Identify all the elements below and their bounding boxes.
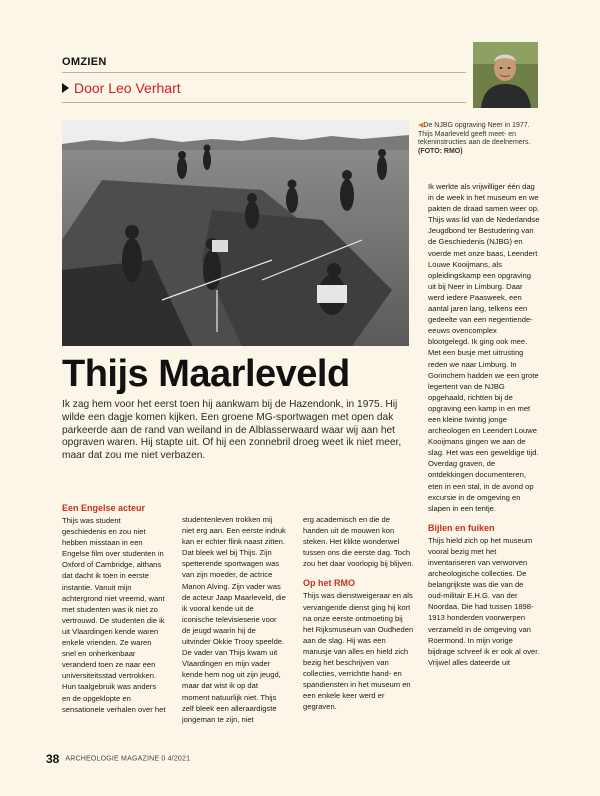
photo-caption: [418, 122, 540, 156]
subheading: Bijlen en fuiken: [428, 522, 495, 533]
column-3: [303, 514, 415, 713]
play-triangle-icon: [62, 83, 69, 93]
subheading: Op het RMO: [303, 578, 355, 589]
author-portrait: [473, 42, 538, 108]
caption-arrow-icon: ◀: [418, 122, 424, 129]
page-footer: [46, 752, 190, 766]
body-text: studentenleven trokken mij niet erg aan. Een eerste indruk kan er echter flink naast zitten. Dat bleek wel bij Thijs. Zijn spetterende sportwagen was van zijn moeder, de actrice Manon Alving. Zijn vader was de acteur Jaap Maarleveld, die ik vooral kende uit de iconische televisieserie voor de jeugd waarin hij de uitvinder Okkie Trooy speelde. De vader van Thijs kwam uit Vlaardingen en mijn vader kende hem nog uit zijn jeugd, maar dat wist ik op dat moment natuurlijk niet. Thijs zelf bleek een alleraardigste jongeman te zijn, niet: [182, 515, 286, 724]
magazine-name: ARCHEOLOGIE MAGAZINE 0 4/2021: [65, 755, 191, 763]
byline: [62, 80, 181, 96]
divider: [62, 102, 466, 103]
section-label: OMZIEN: [62, 56, 107, 68]
column-2: [182, 514, 286, 725]
excavation-photo: [62, 120, 409, 346]
subheading: Een Engelse acteur: [62, 503, 146, 513]
column-4: [428, 181, 540, 668]
photo-credit: (FOTO: RMO): [418, 147, 463, 155]
body-text: Thijs was student geschiedenis en zou niet hebben misstaan in een Engelse film over studenten in Oxford of Cambridge, althans dat dacht ik toen in eerste instantie. Vanuit mijn achtergrond niet vreemd, want met studenten was ik niet zo vertrouwd. De studenten die ik uit Vlaardingen kende waren enkele vrienden. Ze waren snel en onherkenbaar veranderd toen ze naar een universiteitsstad vertrokken. Hun taalgebruik was anders en de opgeklopte en sensationele verhalen over het: [62, 516, 166, 714]
body-text: Thijs hield zich op het museum vooral bezig met het inventariseren van verworven archeologische collecties. De belangrijkste was die van de oud-militair E.H.G. van der Noordaa. Die had tussen 1898-1913 honderden voorwerpen verzameld in de omgeving van Roermond. In mijn vorige bijdrage schreef ik er ook al over. Vrijwel alles dateerde uit: [428, 535, 540, 667]
article-lead: Ik zag hem voor het eerst toen hij aankwam bij de Hazendonk, in 1975. Hij wilde een dagje komen kijken. Een groene MG-sportwagen met open dak parkeerde aan de rand van weiland in de Alblasserwaard waar wij aan het opgraven waren. Hij stapte uit. Of hij een zonnebril droeg weet ik niet meer, maar dat zou me niet verbazen.: [62, 399, 402, 462]
body-text: Thijs was dienstweigeraar en als vervangende dienst ging hij kort na onze eerste ontmoeting bij het Rijksmuseum van Oudheden aan de slag. Hij was een manusje van alles en hield zich bezig het beschrijven van collecties, verrichtte hand- en spandiensten in het museum en een enkele keer werd er gegraven.: [303, 591, 414, 712]
article-title: Thijs Maarleveld: [62, 353, 350, 395]
divider: [62, 72, 466, 73]
column-1: [62, 502, 166, 715]
body-text: erg academisch en die de handen uit de mouwen kon steken. Het klikte wonderwel tussen ons die eerste dag. Toch zou het daar voorlopig bij blijven.: [303, 515, 414, 569]
body-text: Ik werkte als vrijwilliger één dag in de week in het museum en we pakten de draad samen weer op. Thijs was lid van de Nederlandse Jeugdbond ter Bestudering van de Geschiedenis (NJBG) en voerde met onze baas, Leendert Louwe Kooijmans, als opleidingskamp een opgraving uit bij Neer in Limburg. Daar werd iedere Paasweek, een aantal jaren lang, telkens een gedeelte van een negentiende-eeuws ovencomplex blootgelegd. Ik ging ook mee. Met een busje met uitrusting reden we naar Limburg. In Gorinchem hadden we een grote legertent van de NJBG opgehaald, richtten bij de opgraving een kamp in en met een kleine twintig jonge archeologen en Leendert Louwe Kooijmans gingen we aan de slag. Het was een geweldige tijd. Overdag graven, de ontdekkingen documenteren, eten in een stal, in de avond op excursie in de omgeving en slapen in een tentje.: [428, 182, 540, 513]
page-number: 38: [46, 752, 60, 766]
byline-text: Door Leo Verhart: [74, 80, 181, 96]
caption-text: De NJBG opgraving Neer in 1977. Thijs Maarleveld geeft meet- en tekeninstructies aan de deelnemers.: [418, 122, 531, 147]
